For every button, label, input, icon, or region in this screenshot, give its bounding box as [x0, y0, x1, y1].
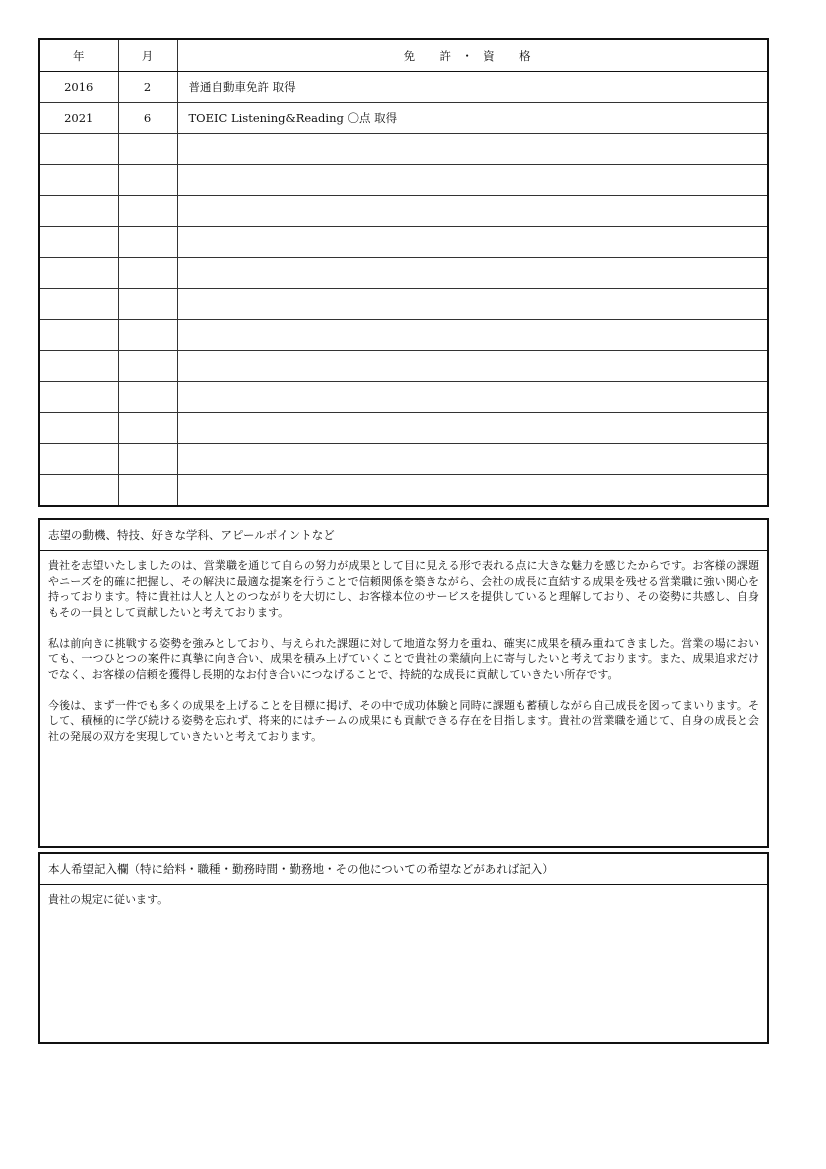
motivation-body	[40, 551, 767, 744]
license-year-cell	[39, 134, 118, 165]
license-content-cell	[177, 227, 768, 258]
license-year-cell	[39, 227, 118, 258]
license-month-cell: 2	[118, 72, 177, 103]
license-row	[39, 320, 768, 351]
license-year-cell	[39, 320, 118, 351]
license-month-cell	[118, 444, 177, 475]
license-row	[39, 351, 768, 382]
license-content-cell	[177, 444, 768, 475]
motivation-paragraph: 今後は、まず一件でも多くの成果を上げることを目標に掲げ、その中で成功体験と同時に課題も蓄積しながら自己成長を図ってまいります。そして、積極的に学び続ける姿勢を忘れず、将来的にはチームの成果にも貢献できる存在を目指します。貴社の営業職を通じて、自身の成長と会社の発展の双方を実現していきたいと考えております。	[48, 698, 759, 743]
motivation-section	[38, 518, 769, 848]
request-title: 本人希望記入欄（特に給料・職種・勤務時間・勤務地・その他についての希望などがあれば記入）	[40, 854, 767, 885]
license-year-cell	[39, 475, 118, 507]
license-content-cell	[177, 196, 768, 227]
license-month-cell	[118, 382, 177, 413]
license-month-cell	[118, 134, 177, 165]
request-body	[40, 885, 767, 908]
license-row	[39, 444, 768, 475]
license-content-cell	[177, 413, 768, 444]
license-row	[39, 258, 768, 289]
license-year-cell: 2021	[39, 103, 118, 134]
license-year-cell	[39, 444, 118, 475]
license-row	[39, 382, 768, 413]
license-year-cell	[39, 196, 118, 227]
license-month-cell	[118, 165, 177, 196]
request-text: 貴社の規定に従います。	[48, 893, 169, 906]
license-month-cell	[118, 413, 177, 444]
license-table	[38, 38, 769, 507]
license-year-cell	[39, 351, 118, 382]
license-year-cell	[39, 258, 118, 289]
year-column-header: 年	[39, 39, 118, 72]
license-row	[39, 475, 768, 507]
license-row	[39, 134, 768, 165]
license-content-cell	[177, 351, 768, 382]
license-column-header: 免 許・資 格	[177, 39, 768, 72]
license-month-cell	[118, 320, 177, 351]
motivation-title: 志望の動機、特技、好きな学科、アピールポイントなど	[40, 520, 767, 551]
license-row	[39, 227, 768, 258]
license-content-cell	[177, 320, 768, 351]
license-content-cell	[177, 165, 768, 196]
license-row	[39, 72, 768, 103]
license-month-cell	[118, 258, 177, 289]
license-content-cell	[177, 289, 768, 320]
license-content-cell	[177, 475, 768, 507]
license-year-cell: 2016	[39, 72, 118, 103]
license-content-cell: TOEIC Listening&Reading 〇点 取得	[177, 103, 768, 134]
license-content-cell	[177, 258, 768, 289]
motivation-paragraph: 私は前向きに挑戦する姿勢を強みとしており、与えられた課題に対して地道な努力を重ね、確実に成果を積み重ねてきました。営業の場においても、一つひとつの案件に真摯に向き合い、成果を積み上げていくことで貴社の業績向上に寄与したいと考えております。また、成果追求だけでなく、お客様の信頼を獲得し長期的なお付き合いにつなげることで、持続的な成長に貢献していきたい所存です。	[48, 636, 759, 681]
request-section	[38, 852, 769, 1044]
license-row	[39, 289, 768, 320]
license-content-cell	[177, 382, 768, 413]
license-month-cell: 6	[118, 103, 177, 134]
month-column-header: 月	[118, 39, 177, 72]
license-month-cell	[118, 351, 177, 382]
motivation-paragraph: 貴社を志望いたしましたのは、営業職を通じて自らの努力が成果として目に見える形で表れる点に大きな魅力を感じたからです。お客様の課題やニーズを的確に把握し、その解決に最適な提案を行うことで信頼関係を築きながら、会社の成長に直結する成果を残せる営業職に強い関心を持っております。特に貴社は人と人とのつながりを大切にし、お客様本位のサービスを提供していると理解しており、その姿勢に共感し、自身もその一員として貢献したいと考えております。	[48, 559, 759, 619]
license-content-cell: 普通自動車免許 取得	[177, 72, 768, 103]
license-table-header	[39, 39, 768, 72]
license-content-cell	[177, 134, 768, 165]
license-month-cell	[118, 475, 177, 507]
license-row	[39, 196, 768, 227]
license-year-cell	[39, 289, 118, 320]
license-month-cell	[118, 289, 177, 320]
license-year-cell	[39, 413, 118, 444]
license-row	[39, 413, 768, 444]
license-row	[39, 103, 768, 134]
license-year-cell	[39, 382, 118, 413]
license-row	[39, 165, 768, 196]
license-month-cell	[118, 227, 177, 258]
license-month-cell	[118, 196, 177, 227]
license-year-cell	[39, 165, 118, 196]
